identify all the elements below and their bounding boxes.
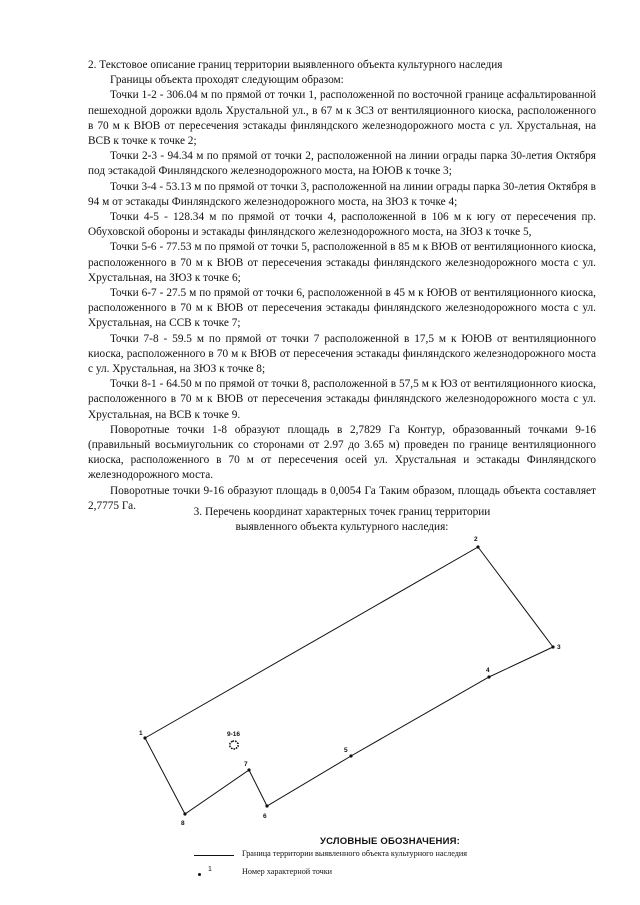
point-marker-3 <box>551 645 554 648</box>
paragraph-area-1-8: Поворотные точки 1-8 образуют площадь в 2,7829 Га Контур, образованный точками 9-16 (правильный восьмиугольник со сторонами от 2.97 до 3.65 м) проведен по границе вентиляционного киоска, расположенного в 70 м от пересечения осей ул. Хрустальная и эстакады Финляндского железнодорожного моста. <box>88 423 596 482</box>
point-dot-icon <box>198 873 201 876</box>
point-marker-8 <box>183 812 186 815</box>
point-label-4: 4 <box>486 667 490 674</box>
legend-row-boundary <box>180 847 540 865</box>
point-label-3: 3 <box>557 644 561 651</box>
legend-title: УСЛОВНЫЕ ОБОЗНАЧЕНИЯ: <box>319 836 461 847</box>
legend-boundary-text: Граница территории выявленного объекта культурного наследия <box>242 849 468 858</box>
section-2-text <box>88 58 596 514</box>
paragraph-points-6-7: Точки 6-7 - 27.5 м по прямой от точки 6, расположенной в 45 м к ЮЮВ от вентиляционного киоска, расположенного в 70 м к ВЮВ от пересечения эстакады финляндского железнодорожного моста с ул. Хрустальная, на ССВ к точке 7; <box>88 287 596 330</box>
paragraph-points-2-3: Точки 2-3 - 94.34 м по прямой от точки 2, расположенной на линии ограды парка 30-летия Октября под эстакадой Финляндского железнодорожного моста, на ЮЮВ к точке 3; <box>88 150 596 178</box>
point-marker-5 <box>349 754 352 757</box>
point-marker-7 <box>247 768 250 771</box>
boundary-line-icon <box>194 855 234 856</box>
point-marker-2 <box>476 545 479 548</box>
point-marker-1 <box>143 736 146 739</box>
paragraph-intro: Границы объекта проходят следующим образом: <box>110 74 344 87</box>
section-2-heading: 2. Текстовое описание границ территории выявленного объекта культурного наследия <box>88 59 503 71</box>
point-label-2: 2 <box>474 536 478 543</box>
boundary-polygon <box>145 547 553 814</box>
point-label-6: 6 <box>263 813 267 820</box>
point-marker-4 <box>487 675 490 678</box>
point-marker-6 <box>265 804 268 807</box>
point-label-1: 1 <box>139 730 143 737</box>
paragraph-points-8-1: Точки 8-1 - 64.50 м по прямой от точки 8, расположенной в 57,5 м к ЮЗ от вентиляционного киоска, расположенного в 70 м к ВЮВ от пересечения эстакады финляндского железнодорожного моста с ул. Хрустальная, на ВСВ к точке 9. <box>88 378 596 421</box>
paragraph-points-3-4: Точки 3-4 - 53.13 м по прямой от точки 3, расположенной на линии ограды парка 30-летия Октября в 94 м от эстакады Финляндского железнодорожного моста, на ЗЮЗ к точке 4; <box>88 180 596 208</box>
point-label-8: 8 <box>181 820 185 827</box>
legend <box>180 836 540 883</box>
point-label-5: 5 <box>344 747 348 754</box>
kiosk-label: 9-16 <box>227 731 241 738</box>
paragraph-points-7-8: Точки 7-8 - 59.5 м по прямой от точки 7 расположенной в 17,5 м к ЮЮВ от вентиляционного киоска, расположенного в 70 м к ВЮВ от пересечения эстакады финляндского железнодорожного моста с ул. Хрустальная, на ЗЮЗ к точке 8; <box>88 332 596 376</box>
kiosk-octagon-icon <box>230 741 238 749</box>
boundary-scheme <box>0 530 640 830</box>
paragraph-points-1-2: Точки 1-2 - 306.04 м по прямой от точки 1, расположенной по восточной границе асфальтированной пешеходной дорожки вдоль Хрустальной ул., в 67 м к ЗСЗ от вентиляционного киоска, расположенного в 70 м к ВЮВ от пересечения эстакады финляндского железнодорожного моста с ул. Хрустальная, на ВСВ к точке к точке 2; <box>88 89 596 148</box>
legend-row-point <box>180 865 540 883</box>
paragraph-points-4-5: Точки 4-5 - 128.34 м по прямой от точки 4, расположенной в 106 м к югу от пересечения пр. Обуховской обороны и эстакады финляндского железнодорожного моста, на ЗЮЗ к точке 5, <box>88 211 596 239</box>
point-label-7: 7 <box>244 761 248 768</box>
section-3-heading-line-1: 3. Перечень координат характерных точек границ территории <box>193 506 491 518</box>
legend-point-text: Номер характерной точки <box>242 867 333 876</box>
section-3-heading-line-2: выявленного объекта культурного наследия: <box>235 521 449 534</box>
paragraph-points-5-6: Точки 5-6 - 77.53 м по прямой от точки 5, расположенной в 85 м к ВЮВ от вентиляционного киоска, расположенного в 70 м к ВЮВ от пересечения эстакады финляндского железнодорожного моста с ул. Хрустальная, на ЗЮЗ к точке 6; <box>88 241 596 284</box>
legend-point-sample-label: 1 <box>208 866 212 873</box>
paragraph-area-total: Поворотные точки 9-16 образуют площадь в 0,0054 Га Таким образом, площадь объекта составляет 2,7775 Га. <box>88 484 596 512</box>
